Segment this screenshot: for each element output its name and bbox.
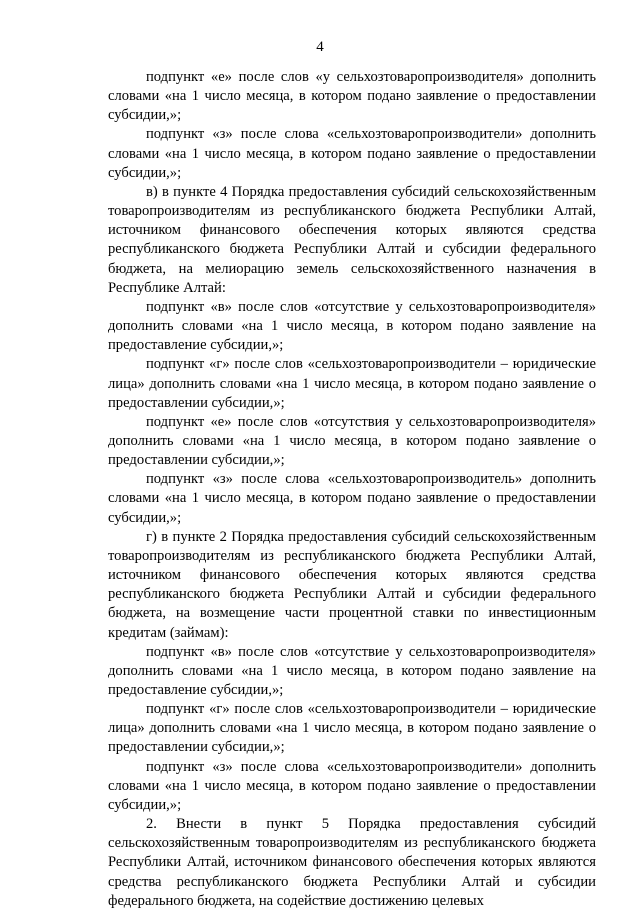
paragraph-subpoint-v: подпункт «в» после слов «отсутствие у сельхозтоваропроизводителя» дополнить словами «на 1 число месяца, в котором подано заявление на предоставление субсидии,»; (108, 298, 596, 354)
page-number: 4 (316, 39, 324, 55)
paragraph-item-v: в) в пункте 4 Порядка предоставления субсидий сельскохозяйственным товаропроизводителям из республиканского бюджета Республики Алтай, источником финансового обеспечения которых являются средства республиканского бюджета Республики Алтай и субсидии федерального бюджета, на мелиорацию земель сельскохозяйственного назначения в Республике Алтай: (108, 183, 596, 296)
document-body (108, 68, 596, 911)
paragraph-item-2: 2. Внести в пункт 5 Порядка предоставления субсидий сельскохозяйственным товаропроизводителям из республиканского бюджета Республики Алтай, источником финансового обеспечения которых являются средства республиканского бюджета Республики Алтай и субсидии федерального бюджета, на содействие достижению целевых (108, 816, 596, 909)
paragraph-subpoint-z: подпункт «з» после слова «сельхозтоваропроизводители» дополнить словами «на 1 число месяца, в котором подано заявление о предоставлении субсидии,»; (108, 126, 596, 181)
paragraph-item-g: г) в пункте 2 Порядка предоставления субсидий сельскохозяйственным товаропроизводителям из республиканского бюджета Республики Алтай, источником финансового обеспечения которых являются средства республиканского бюджета Республики Алтай и субсидии федерального бюджета, на возмещение части процентной ставки по инвестиционным кредитам (займам): (108, 528, 596, 641)
paragraph-subpoint-g: подпункт «г» после слов «сельхозтоваропроизводители – юридические лица» дополнить словами «на 1 число месяца, в котором подано заявление о предоставлении субсидии,»; (108, 701, 596, 756)
paragraph-subpoint-e: подпункт «е» после слов «у сельхозтоваропроизводителя» дополнить словами «на 1 число месяца, в котором подано заявление о предоставлении субсидии,»; (108, 69, 596, 124)
paragraph-subpoint-z: подпункт «з» после слова «сельхозтоваропроизводитель» дополнить словами «на 1 число месяца, в котором подано заявление о предоставлении субсидии,»; (108, 471, 596, 526)
paragraph-subpoint-g: подпункт «г» после слов «сельхозтоваропроизводители – юридические лица» дополнить словами «на 1 число месяца, в котором подано заявление о предоставлении субсидии,»; (108, 356, 596, 411)
paragraph-subpoint-z: подпункт «з» после слова «сельхозтоваропроизводители» дополнить словами «на 1 число месяца, в котором подано заявление о предоставлении субсидии,»; (108, 758, 596, 813)
paragraph-subpoint-v: подпункт «в» после слов «отсутствие у сельхозтоваропроизводителя» дополнить словами «на 1 число месяца, в котором подано заявление на предоставление субсидии,»; (108, 643, 596, 698)
paragraph-subpoint-e: подпункт «е» после слов «отсутствия у сельхозтоваропроизводителя» дополнить словами «на 1 число месяца, в котором подано заявление о предоставлении субсидии,»; (108, 413, 596, 469)
